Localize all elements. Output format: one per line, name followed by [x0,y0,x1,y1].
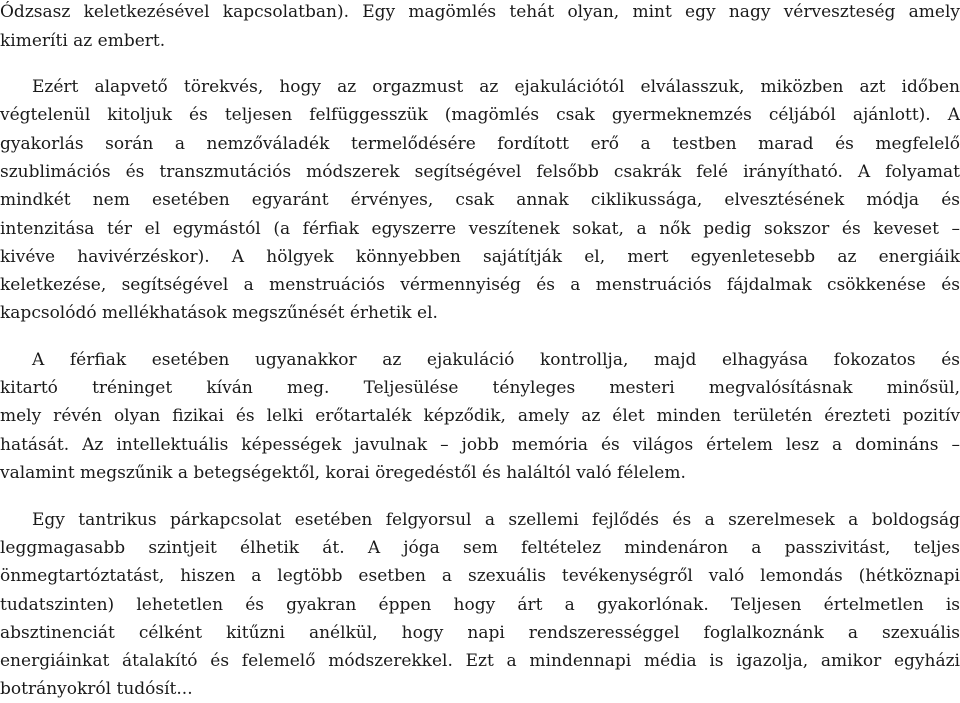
paragraph-3-line-3: mely révén olyan fizikai és lelki erőtartalék képződik, amely az élet minden területén érezteti pozitív [0,406,960,426]
paragraph-3-line-4: hatását. Az intellektuális képességek javulnak – jobb memória és világos értelem lesz a domináns – [0,435,960,455]
paragraph-4-line-4: tudatszinten) lehetetlen és gyakran éppen hogy árt a gyakorlónak. Teljesen értelmetlen is [0,595,960,615]
paragraph-4-line-2: leggmagasabb szintjeit élhetik át. A jóga sem feltételez mindenáron a passzivitást, teljes [0,538,960,558]
paragraph-2-line-1: Ezért alapvető törekvés, hogy az orgazmust az ejakulációtól elválasszuk, miközben azt időben [32,77,960,97]
paragraph-1-line-1: Ódzsasz keletkezésével kapcsolatban). Egy magömlés tehát olyan, mint egy nagy vérveszteség amely [0,2,960,22]
paragraph-2-line-7: kivéve havivérzéskor). A hölgyek könnyebben sajátítják el, mert egyenletesebb az energiáik [0,247,960,267]
paragraph-2-line-4: szublimációs és transzmutációs módszerek segítségével felsőbb csakrák felé irányítható. A folyamat [0,162,960,182]
paragraph-1-line-2: kimeríti az embert. [0,31,166,51]
paragraph-2-line-6: intenzitása tér el egymástól (a férfiak egyszerre veszítenek sokat, a nők pedig sokszor és keveset – [0,219,960,239]
paragraph-4-line-7: botrányokról tudósít... [0,679,193,699]
paragraph-2-line-3: gyakorlás során a nemzőváladék termelődésére fordított erő a testben marad és megfelelő [0,134,960,154]
paragraph-4-line-6: energiáinkat átalakító és felemelő módszerekkel. Ezt a mindennapi média is igazolja, amikor egyházi [0,651,960,671]
paragraph-2-line-2: végtelenül kitoljuk és teljesen felfüggesszük (magömlés csak gyermeknemzés céljából ajánlott). A [0,105,960,125]
paragraph-3-line-2: kitartó tréninget kíván meg. Teljesülése tényleges mesteri megvalósításnak minősül, [0,378,960,398]
paragraph-3-line-1: A férfiak esetében ugyanakkor az ejakuláció kontrollja, majd elhagyása fokozatos és [32,350,960,370]
paragraph-4-line-3: önmegtartóztatást, hiszen a legtöbb esetben a szexuális tevékenységről való lemondás (hétköznapi [0,566,960,586]
paragraph-2-line-8: keletkezése, segítségével a menstruációs vérmennyiség és a menstruációs fájdalmak csökkenése és [0,275,960,295]
paragraph-2-line-5: mindkét nem esetében egyaránt érvényes, csak annak ciklikussága, elvesztésének módja és [0,190,960,210]
paragraph-3-line-5: valamint megszűnik a betegségektől, korai öregedéstől és haláltól való félelem. [0,463,686,483]
paragraph-4-line-1: Egy tantrikus párkapcsolat esetében felgyorsul a szellemi fejlődés és a szerelmesek a boldogság [32,510,960,530]
paragraph-4-line-5: absztinenciát célként kitűzni anélkül, hogy napi rendszerességgel foglalkoznánk a szexuális [0,623,960,643]
paragraph-2-line-9: kapcsolódó mellékhatások megszűnését érhetik el. [0,303,438,323]
